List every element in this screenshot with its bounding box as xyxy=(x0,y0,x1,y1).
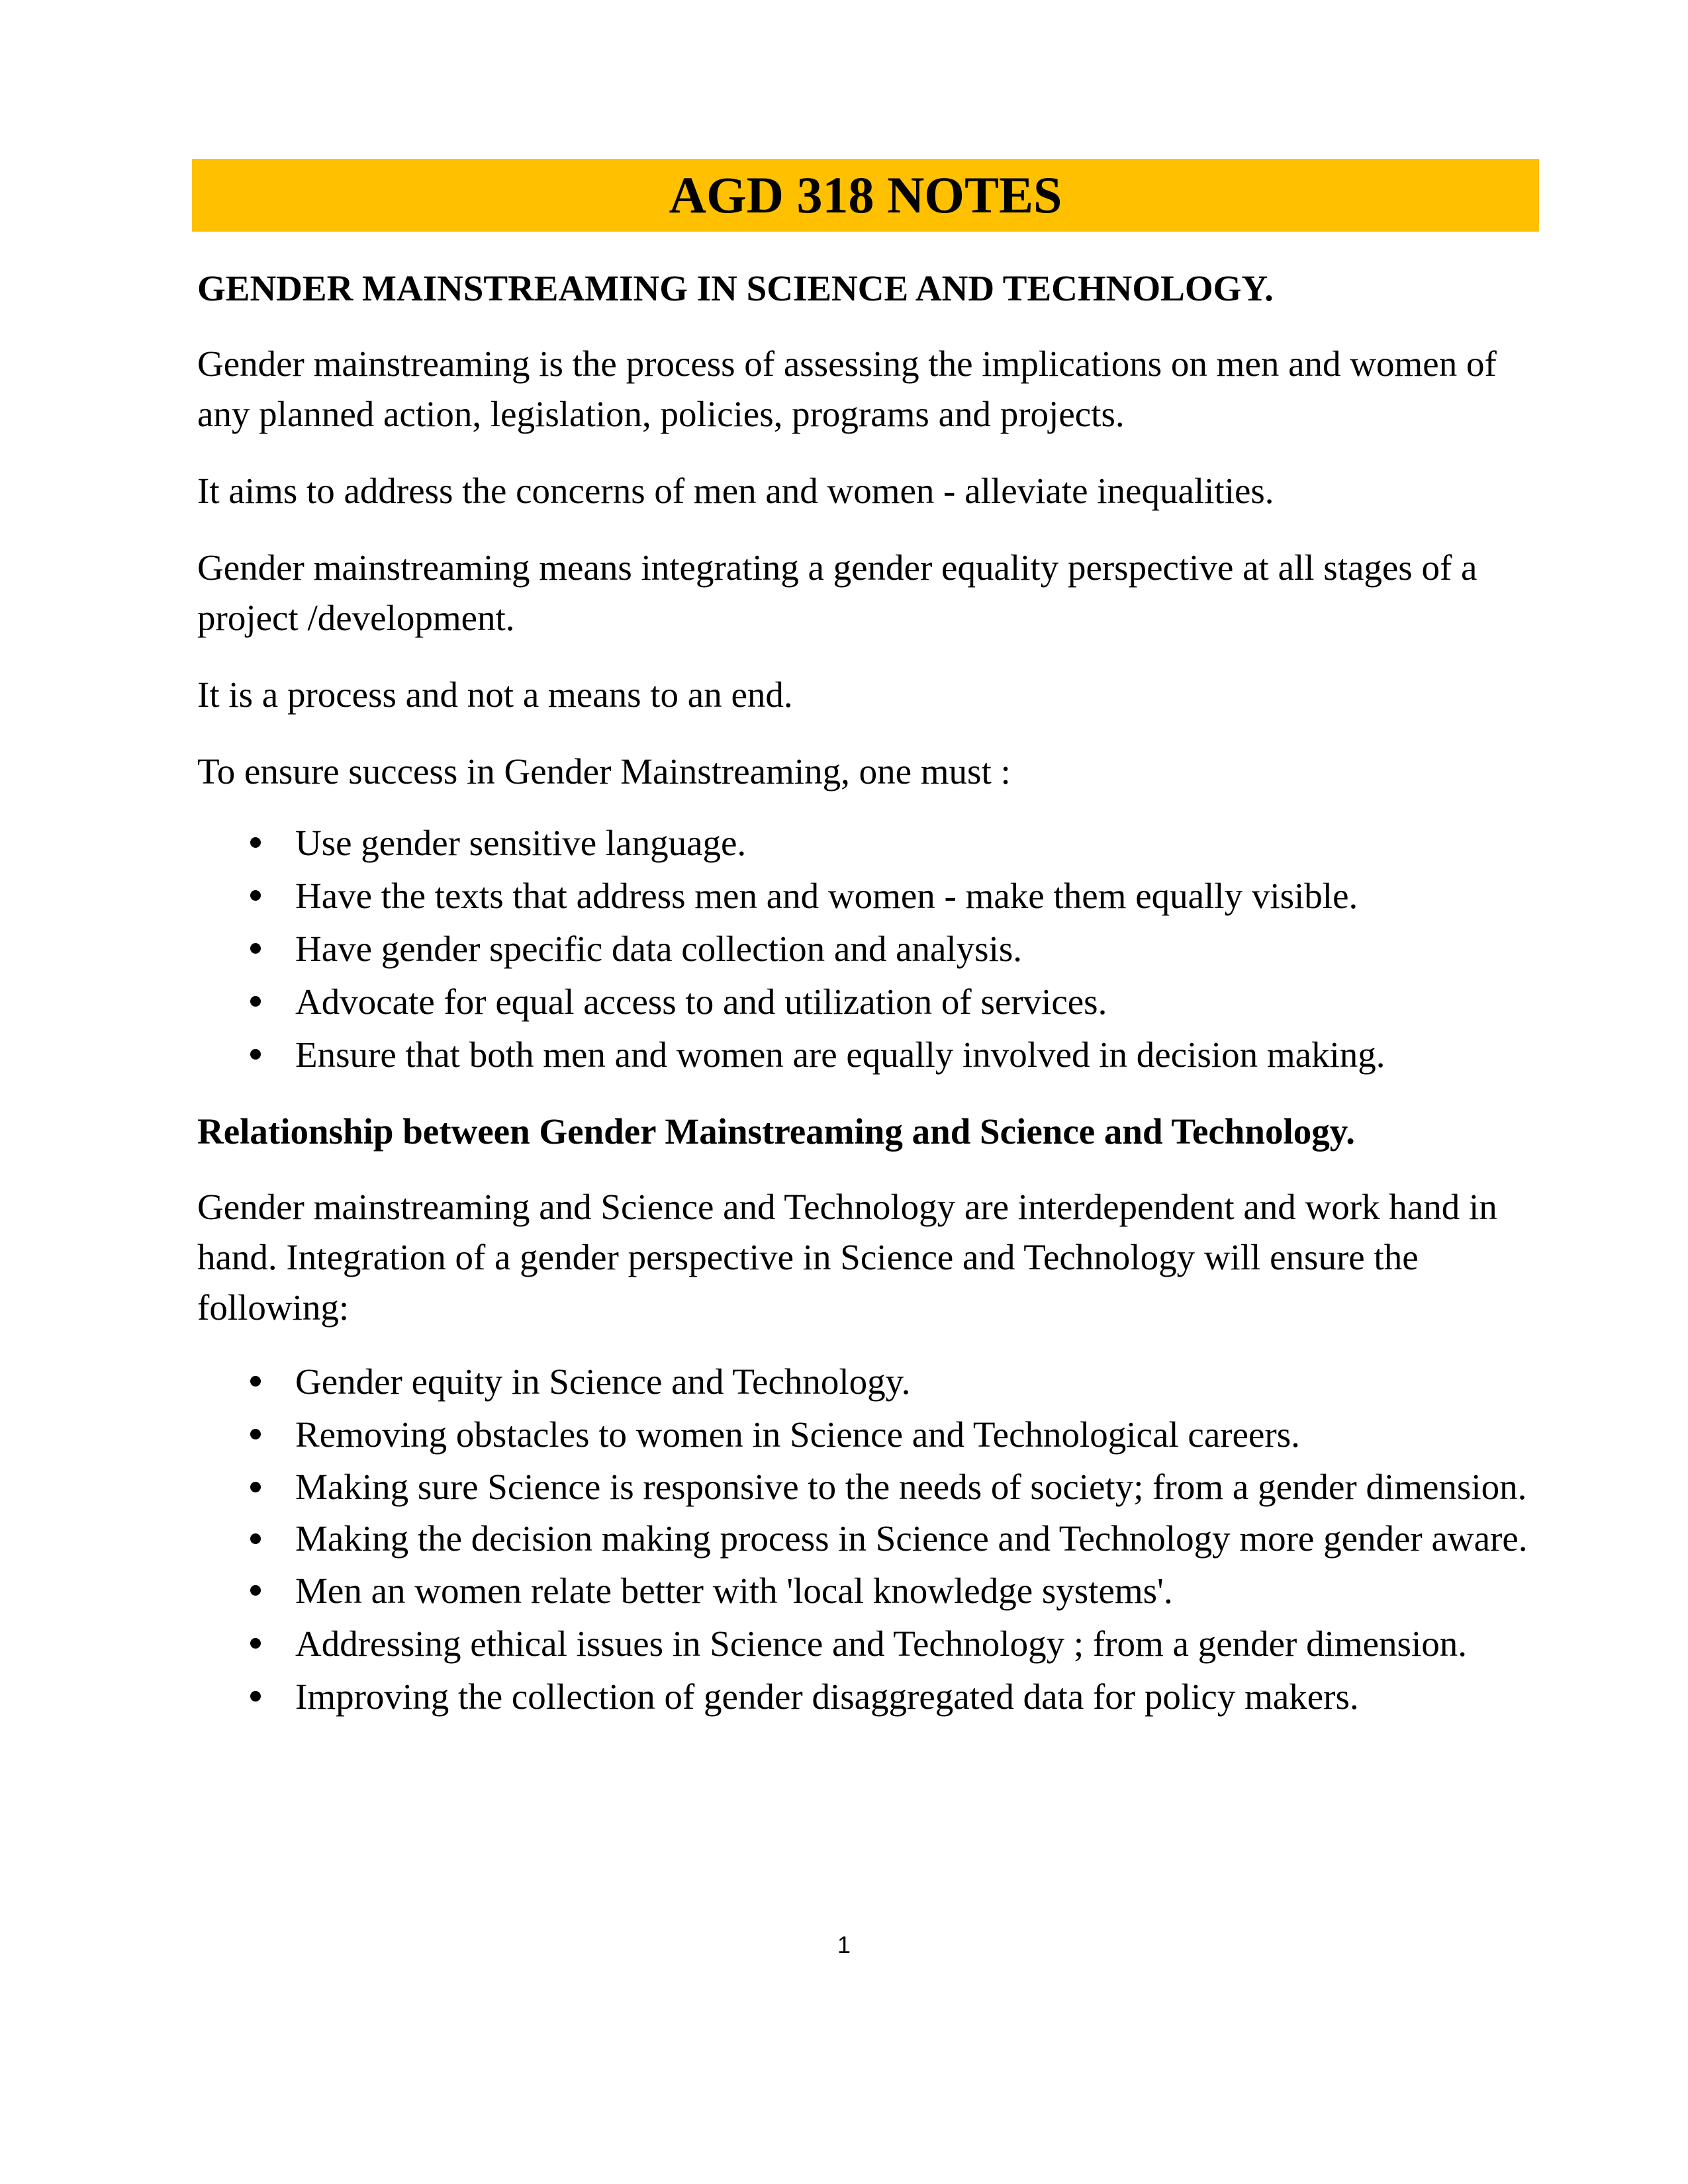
paragraph-relationship: Gender mainstreaming and Science and Technology are interdependent and work hand in hand. Integration of a gender perspective in Science and Technology will ensure the following: xyxy=(197,1187,1497,1328)
list-item: Improving the collection of gender disaggregated data for policy makers. xyxy=(197,1670,1548,1723)
paragraph-meaning: Gender mainstreaming means integrating a gender equality perspective at all stages of a project /development. xyxy=(197,547,1477,638)
success-requirements-list xyxy=(197,817,1548,1081)
bullet-icon xyxy=(250,837,261,848)
paragraph-success-intro: To ensure success in Gender Mainstreaming, one must : xyxy=(197,751,1011,792)
document-title: AGD 318 NOTES xyxy=(669,166,1062,224)
list-item: Addressing ethical issues in Science and Technology ; from a gender dimension. xyxy=(197,1617,1548,1670)
list-item: Ensure that both men and women are equally involved in decision making. xyxy=(197,1028,1548,1081)
bullet-icon xyxy=(250,1533,261,1544)
bullet-icon xyxy=(250,1376,261,1387)
section-heading-gender-mainstreaming: GENDER MAINSTREAMING IN SCIENCE AND TECHNOLOGY. xyxy=(197,268,1274,308)
list-item: Have the texts that address men and women - make them equally visible. xyxy=(197,870,1548,923)
bullet-icon xyxy=(250,890,261,901)
bullet-icon xyxy=(250,1429,261,1439)
bullet-icon xyxy=(250,1482,261,1492)
page-number: 1 xyxy=(837,1931,851,1958)
paragraph-process: It is a process and not a means to an end. xyxy=(197,674,793,715)
paragraph-aim: It aims to address the concerns of men and women - alleviate inequalities. xyxy=(197,471,1274,511)
list-item: Have gender specific data collection and analysis. xyxy=(197,923,1548,976)
list-item: Advocate for equal access to and utilization of services. xyxy=(197,976,1548,1028)
integration-outcomes-list xyxy=(197,1355,1548,1723)
list-item: Men an women relate better with 'local knowledge systems'. xyxy=(197,1565,1548,1617)
bullet-icon xyxy=(250,1049,261,1060)
bullet-icon xyxy=(250,1638,261,1649)
list-item: Gender equity in Science and Technology. xyxy=(197,1355,1548,1408)
bullet-icon xyxy=(250,996,261,1007)
document-body xyxy=(197,263,1548,1749)
list-item: Removing obstacles to women in Science and Technological careers. xyxy=(197,1408,1548,1461)
paragraph-definition: Gender mainstreaming is the process of assessing the implications on men and women of any planned action, legislation, policies, programs and projects. xyxy=(197,343,1497,434)
bullet-icon xyxy=(250,943,261,954)
list-item: Making the decision making process in Science and Technology more gender aware. xyxy=(197,1513,1548,1565)
title-banner xyxy=(192,159,1539,232)
bullet-icon xyxy=(250,1585,261,1596)
list-item: Making sure Science is responsive to the needs of society; from a gender dimension. xyxy=(197,1461,1548,1513)
list-item: Use gender sensitive language. xyxy=(197,817,1548,870)
section-heading-relationship: Relationship between Gender Mainstreaming and Science and Technology. xyxy=(197,1111,1355,1152)
bullet-icon xyxy=(250,1691,261,1702)
